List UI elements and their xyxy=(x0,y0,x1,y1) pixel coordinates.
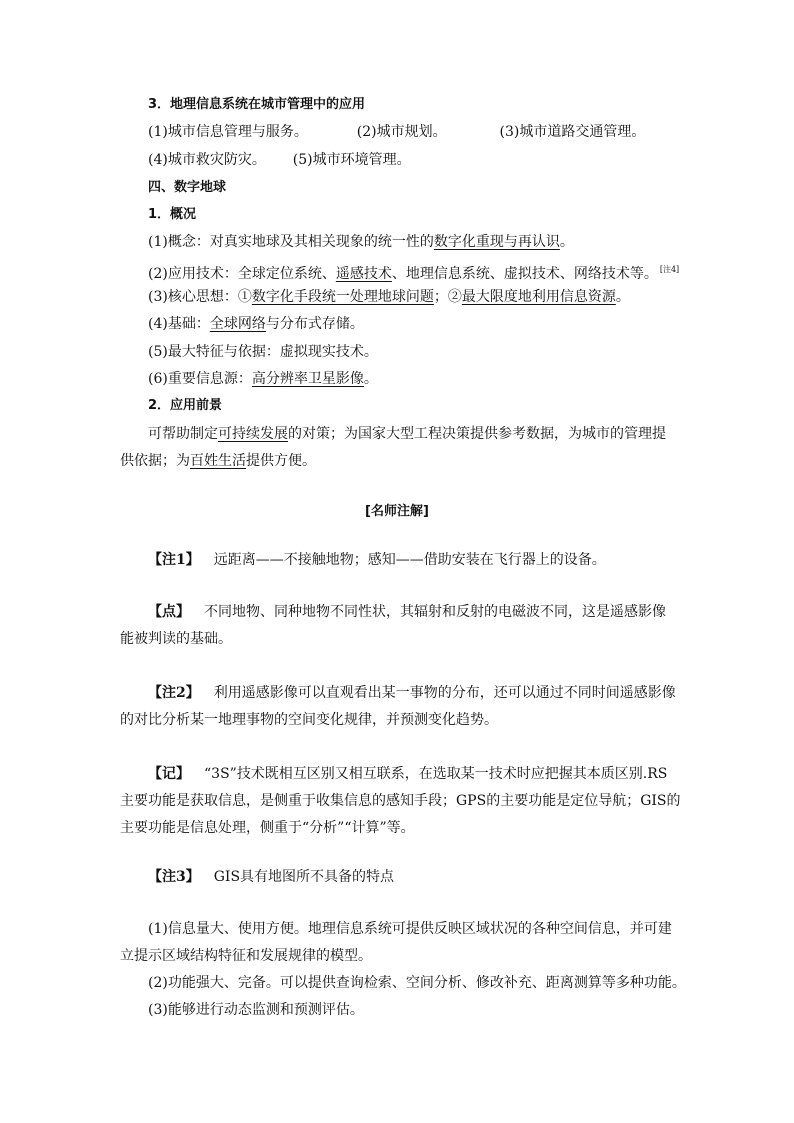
basis-pre: (4)基础： xyxy=(148,316,210,332)
section3-item-1: (1)城市信息管理与服务。 xyxy=(148,124,308,140)
source-post: 。 xyxy=(363,371,378,387)
memo-text-1: “3S”技术既相互区别又相互联系，在选取某一技术时应把握其本质区别.RS xyxy=(204,766,668,782)
concept-pre: (1)概念：对真实地球及其相关现象的统一性的 xyxy=(148,234,434,250)
prospect1-pre: 可帮助制定 xyxy=(148,426,218,442)
basis-post: 与分布式存储。 xyxy=(265,316,364,332)
prospect2-underlined: 百姓生活 xyxy=(190,453,246,469)
core-mid: ；② xyxy=(433,289,462,305)
section4-title: 四、数字地球 xyxy=(148,180,227,195)
concept-underlined: 数字化重现与再认识 xyxy=(433,234,560,250)
note2-tag: 【注2】 xyxy=(148,685,200,701)
note1-tag: 【注1】 xyxy=(148,552,200,568)
section3-items-row1 xyxy=(148,123,645,141)
memo-tag: 【记】 xyxy=(148,766,190,782)
point-line-2: 能被判读的基础。 xyxy=(120,631,232,647)
core-pre: (3)核心思想：① xyxy=(148,289,252,305)
feature-line: (5)最大特征与依据：虚拟现实技术。 xyxy=(148,344,378,360)
prospect-line-2 xyxy=(120,452,316,470)
section3-item-2: (2)城市规划。 xyxy=(356,124,447,140)
point-line-1 xyxy=(148,603,666,621)
section3-item-3: (3)城市道路交通管理。 xyxy=(499,124,646,140)
note2-line-1 xyxy=(148,684,676,702)
section4-sub1: 1．概况 xyxy=(148,207,197,222)
note1-line xyxy=(148,551,606,569)
gis-point-2: (2)功能强大、完备。可以提供查询检索、空间分析、修改补充、距离测算等多种功能。 xyxy=(148,975,686,991)
gis-point-1b: 立提示区域结构特征和发展规律的模型。 xyxy=(120,948,372,964)
prospect-line-1 xyxy=(148,425,666,443)
concept-line xyxy=(148,233,574,251)
notes-heading: [名师注解] xyxy=(365,504,429,519)
core-underlined-1: 数字化手段统一处理地球问题 xyxy=(251,289,434,305)
tech-post: 、地理信息系统、虚拟技术、网络技术等。 xyxy=(391,266,658,282)
source-line xyxy=(148,370,378,388)
tech-line xyxy=(148,261,679,283)
concept-post: 。 xyxy=(559,234,574,250)
section3-item-5: (5)城市环境管理。 xyxy=(292,152,411,168)
basis-underlined: 全球网络 xyxy=(209,316,266,332)
note4-marker: [注4] xyxy=(659,265,680,274)
core-post: 。 xyxy=(615,289,630,305)
section4-sub2: 2．应用前景 xyxy=(148,398,223,413)
memo-line-3: 主要功能是信息处理，侧重于“分析”“计算”等。 xyxy=(120,820,415,836)
note3-line xyxy=(148,868,394,886)
prospect1-underlined: 可持续发展 xyxy=(218,426,288,442)
memo-line-1 xyxy=(148,765,667,783)
section3-item-4: (4)城市救灾防灾。 xyxy=(148,152,266,168)
source-pre: (6)重要信息源： xyxy=(148,371,252,387)
memo-line-2: 主要功能是获取信息，是侧重于收集信息的感知手段；GPS的主要功能是定位导航；GIS的 xyxy=(120,793,681,809)
gis-point-1a: (1)信息量大、使用方便。地理信息系统可提供反映区域状况的各种空间信息，并可建 xyxy=(148,921,672,937)
section3-items-row2 xyxy=(148,151,411,169)
prospect2-pre: 供依据；为 xyxy=(120,453,190,469)
point-tag: 【点】 xyxy=(148,604,190,620)
core-line xyxy=(148,288,630,306)
note3-text: GIS具有地图所不具备的特点 xyxy=(213,869,395,885)
note3-tag: 【注3】 xyxy=(148,869,200,885)
note2-line-2: 的对比分析某一地理事物的空间变化规律，并预测变化趋势。 xyxy=(120,712,498,728)
note1-text: 远距离——不接触地物；感知——借助安装在飞行器上的设备。 xyxy=(213,552,606,568)
note2-text-1: 利用遥感影像可以直观看出某一事物的分布，还可以通过不同时间遥感影像 xyxy=(213,685,676,701)
source-underlined: 高分辨率卫星影像 xyxy=(251,371,364,387)
point-text-1: 不同地物、同种地物不同性状，其辐射和反射的电磁波不同，这是遥感影像 xyxy=(204,604,666,620)
section3-title: 3．地理信息系统在城市管理中的应用 xyxy=(148,97,366,112)
prospect2-post: 提供方便。 xyxy=(246,453,316,469)
gis-point-3: (3)能够进行动态监测和预测评估。 xyxy=(148,1002,364,1018)
tech-underlined: 遥感技术 xyxy=(335,266,392,282)
tech-pre: (2)应用技术：全球定位系统、 xyxy=(148,266,336,282)
prospect1-post: 的对策；为国家大型工程决策提供参考数据，为城市的管理提 xyxy=(288,426,666,442)
basis-line xyxy=(148,315,364,333)
core-underlined-2: 最大限度地利用信息资源 xyxy=(461,289,616,305)
